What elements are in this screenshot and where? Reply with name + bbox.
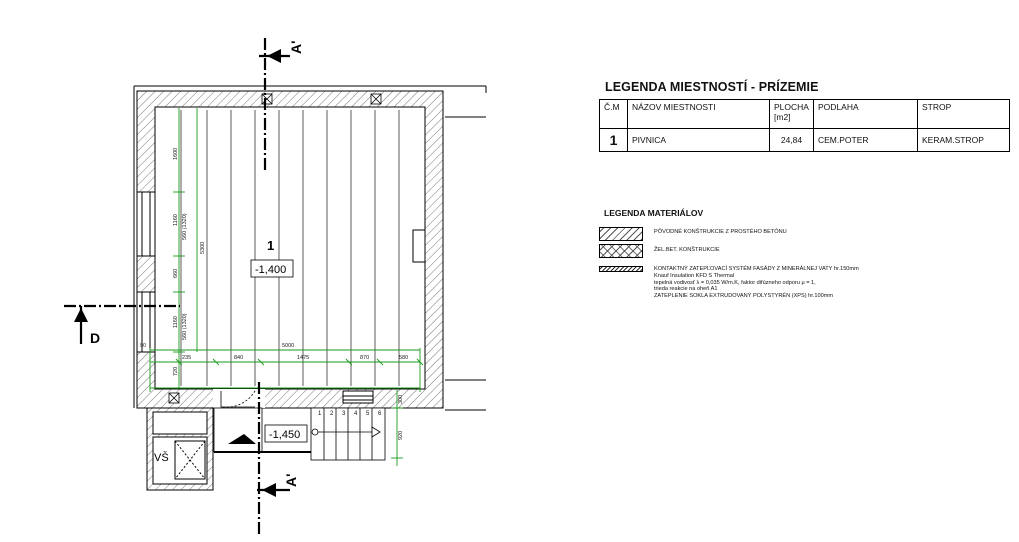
- section-arrow-bottom-icon: [262, 483, 276, 497]
- material-text: PÔVODNÉ KONŠTRUKCIE Z PROSTÉHO BETÓNU: [654, 229, 787, 235]
- stair-step-1: 1: [318, 411, 322, 417]
- materials-legend-title: LEGENDA MATERIÁLOV: [604, 208, 704, 218]
- dim-h-235: 235: [182, 355, 192, 361]
- shaft-label: VŠ: [154, 452, 169, 464]
- header-area: PLOCHA [m2]: [770, 100, 814, 129]
- room-number: 1: [267, 238, 275, 253]
- dim-v-1160-a: 1160: [173, 214, 179, 226]
- row-area: 24,84: [770, 129, 814, 152]
- rooms-legend-title: LEGENDA MIESTNOSTÍ - PRÍZEMIE: [605, 80, 819, 94]
- material-item: [599, 227, 787, 241]
- stair-step-6: 6: [378, 411, 382, 417]
- row-num: 1: [600, 129, 628, 152]
- dim-h-870: 870: [360, 355, 370, 361]
- dim-h-840: 840: [234, 355, 244, 361]
- stair-step-3: 3: [342, 411, 346, 417]
- room-level: -1,400: [255, 264, 287, 276]
- dim-v-720: 720: [173, 366, 179, 376]
- dim-v-660: 660: [173, 268, 179, 278]
- stair-level: -1,450: [269, 429, 301, 441]
- dim-v-560-a: 560 (1320): [182, 213, 188, 240]
- dim-v-5300: 5300: [200, 241, 206, 254]
- row-ceiling: KERAM.STROP: [918, 129, 1010, 152]
- section-line-a: [257, 38, 290, 535]
- section-arrow-left-icon: [74, 308, 88, 322]
- shaft-block: [147, 408, 213, 490]
- dim-v-90: 90: [140, 343, 147, 349]
- dim-v-1600: 1600: [173, 147, 179, 160]
- dim-v-560-b: 560 (1320): [182, 313, 188, 340]
- dim-h-1475: 1475: [297, 355, 310, 361]
- insulation-hatch-swatch: [599, 266, 643, 272]
- diagonal-hatch-swatch: [599, 227, 643, 241]
- material-text-block: [654, 266, 859, 300]
- rooms-legend-header: [600, 100, 1010, 129]
- material-line: trieda reakcie na oheň A1: [654, 286, 718, 293]
- cross-hatch-swatch: [599, 244, 643, 258]
- stair-step-2: 2: [330, 411, 334, 417]
- dim-r-920: 920: [398, 430, 404, 440]
- row-name: PIVNICA: [628, 129, 770, 152]
- dim-r-300: 300: [398, 394, 404, 404]
- material-line: Knauf Insulation KFD S Thermal: [654, 272, 735, 279]
- section-mark-left: D: [90, 330, 101, 346]
- material-line: KONTAKTNÝ ZATEPĽOVACÍ SYSTÉM FASÁDY Z MINERÁLNEJ VATY hr.150mm: [654, 266, 859, 272]
- dim-h-580: 580: [399, 355, 409, 361]
- table-row: [600, 129, 1010, 152]
- dim-h-total: 5000: [282, 343, 295, 349]
- material-line: tepelná vodivosť λ = 0,035 W/m.K, faktor difúzneho odporu μ = 1,: [654, 279, 816, 286]
- row-floor: CEM.POTER: [814, 129, 918, 152]
- header-cm: Č.M: [600, 100, 628, 129]
- material-item: [599, 266, 859, 300]
- section-mark-top: A': [288, 40, 304, 54]
- material-line: ZATEPLENIE SOKLA EXTRUDOVANÝ POLYSTYRÉN (XPS) hr.100mm: [654, 293, 834, 300]
- section-mark-bottom: A': [283, 473, 299, 487]
- stair-step-5: 5: [366, 411, 370, 417]
- header-ceiling: STROP: [918, 100, 1010, 129]
- material-item: [599, 244, 720, 258]
- header-floor: PODLAHA: [814, 100, 918, 129]
- material-text: ŽEL.BET. KONŠTRUKCIE: [654, 247, 720, 253]
- dim-v-1160-b: 1160: [173, 316, 179, 328]
- rooms-legend-table: [599, 99, 1010, 152]
- stair: [311, 408, 385, 460]
- stair-step-4: 4: [354, 411, 358, 417]
- section-arrow-top-icon: [267, 49, 281, 63]
- header-name: NÁZOV MIESTNOSTI: [628, 100, 770, 129]
